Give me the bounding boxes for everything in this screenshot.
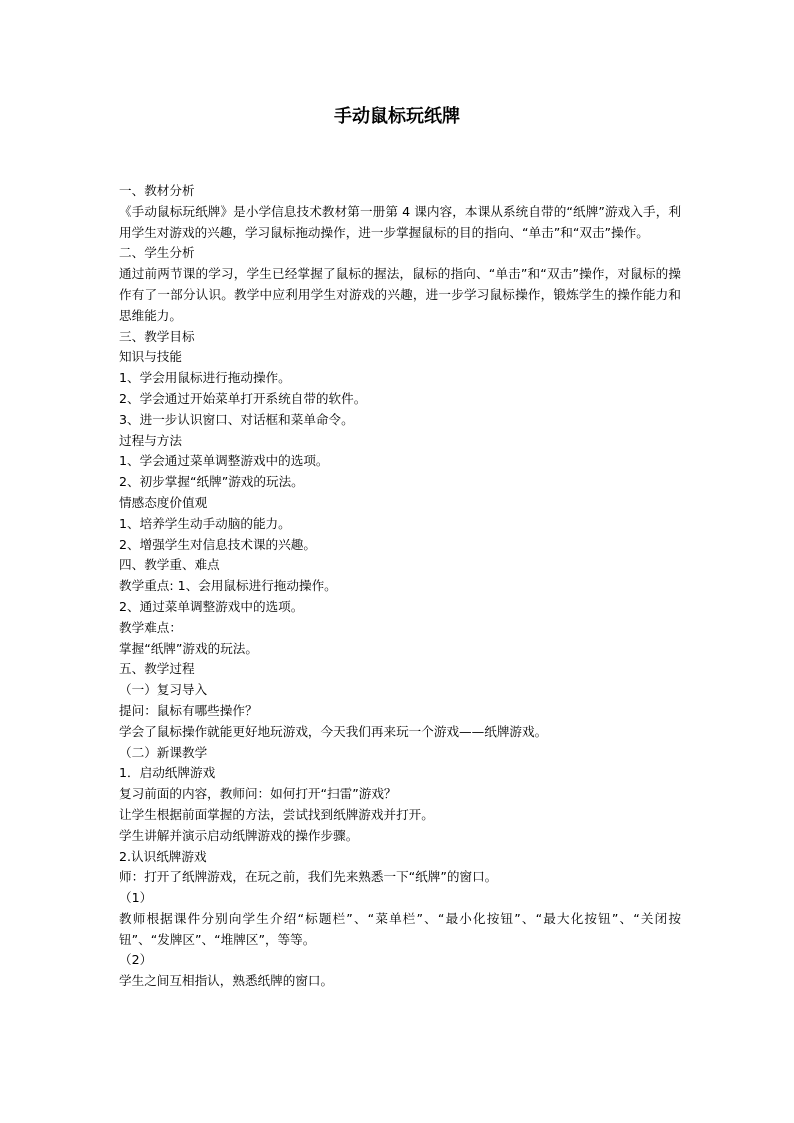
subheading: 2.认识纸牌游戏 xyxy=(119,848,207,864)
list-item: 3、进一步认识窗口、对话框和菜单命令。 xyxy=(119,411,354,427)
text-line: 师：打开了纸牌游戏，在玩之前，我们先来熟悉一下“纸牌”的窗口。 xyxy=(119,869,498,885)
document-title: 手动鼠标玩纸牌 xyxy=(334,106,460,127)
text-line: （2） xyxy=(119,952,153,968)
section-heading: 三、教学目标 xyxy=(119,328,195,344)
paragraph: 通过前两节课的学习，学生已经掌握了鼠标的握法，鼠标的指向、“单击”和“双击”操作，对鼠标的操作有了一部分认识。教学中应利用学生对游戏的兴趣，进一步学习鼠标操作，锻炼学生的操作能力和思维能力。 xyxy=(119,266,681,323)
text-line: 复习前面的内容，教师问：如何打开“扫雷”游戏？ xyxy=(119,786,397,802)
text-line: 学会了鼠标操作就能更好地玩游戏，今天我们再来玩一个游戏——纸牌游戏。 xyxy=(119,723,548,739)
paragraph: 教师根据课件分别向学生介绍“标题栏”、“菜单栏”、“最小化按钮”、“最大化按钮”、“关闭按钮”、“发牌区”、“堆牌区”，等等。 xyxy=(119,910,681,947)
subheading: 情感态度价值观 xyxy=(119,494,208,510)
section-heading: 四、教学重、难点 xyxy=(119,557,220,573)
subheading: （一）复习导入 xyxy=(119,682,208,698)
subheading: 1．启动纸牌游戏 xyxy=(119,765,216,781)
list-item: 2、增强学生对信息技术课的兴趣。 xyxy=(119,536,316,552)
document-body xyxy=(119,181,681,992)
section-heading: 一、教材分析 xyxy=(119,183,195,198)
text-line: （1） xyxy=(119,890,153,906)
list-item: 1、培养学生动手动脑的能力。 xyxy=(119,515,291,531)
text-line: 让学生根据前面掌握的方法，尝试找到纸牌游戏并打开。 xyxy=(119,806,434,822)
paragraph: 《手动鼠标玩纸牌》是小学信息技术教材第一册第 4 课内容，本课从系统自带的“纸牌”游戏入手，利用学生对游戏的兴趣，学习鼠标拖动操作，进一步掌握鼠标的目的指向、“单击”和“双击”操作。 xyxy=(119,203,681,240)
text-line: 2、通过菜单调整游戏中的选项。 xyxy=(119,598,304,614)
text-line: 学生之间互相指认，熟悉纸牌的窗口。 xyxy=(119,973,334,989)
text-line: 教学重点: 1、会用鼠标进行拖动操作。 xyxy=(119,578,337,594)
text-line: 学生讲解并演示启动纸牌游戏的操作步骤。 xyxy=(119,827,359,843)
subheading: 过程与方法 xyxy=(119,432,182,448)
section-heading: 二、学生分析 xyxy=(119,245,195,261)
text-line: 提问：鼠标有哪些操作？ xyxy=(119,702,258,718)
list-item: 1、学会通过菜单调整游戏中的选项。 xyxy=(119,453,329,469)
list-item: 1、学会用鼠标进行拖动操作。 xyxy=(119,370,291,386)
section-heading: 五、教学过程 xyxy=(119,661,195,677)
list-item: 2、学会通过开始菜单打开系统自带的软件。 xyxy=(119,390,367,406)
list-item: 2、初步掌握“纸牌”游戏的玩法。 xyxy=(119,474,304,490)
text-line: 掌握“纸牌”游戏的玩法。 xyxy=(119,640,258,656)
text-line: 教学难点： xyxy=(119,619,182,635)
subheading: 知识与技能 xyxy=(119,349,182,365)
subheading: （二）新课教学 xyxy=(119,744,208,760)
